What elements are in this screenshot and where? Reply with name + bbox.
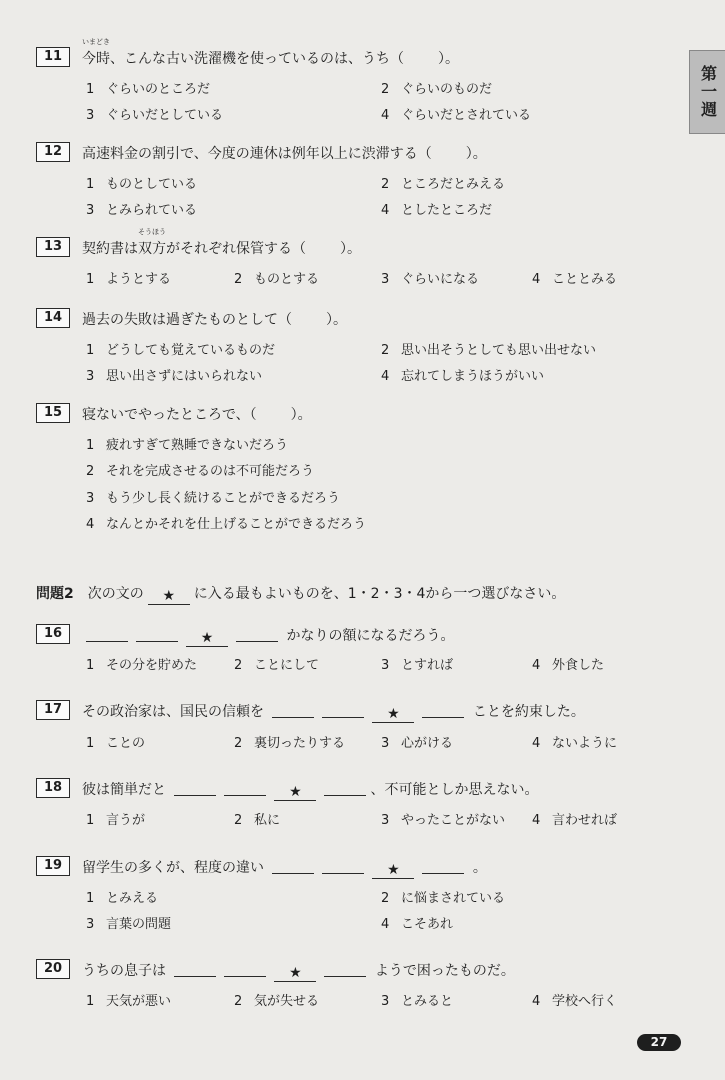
option-4[interactable]: 4 こととみる xyxy=(532,272,618,287)
star-blank[interactable]: ★ xyxy=(186,630,228,647)
blank-1[interactable] xyxy=(174,962,216,977)
option-4[interactable]: 4 なんとかそれを仕上げることができるだろう xyxy=(86,517,367,532)
option-2[interactable]: 2 ところだとみえる xyxy=(381,177,506,192)
option-4[interactable]: 4 ぐらいだとされている xyxy=(381,108,532,123)
question-stem: 留学生の多くが、程度の違い ★ 。 xyxy=(82,860,487,878)
option-3[interactable]: 3 やったことがない xyxy=(381,813,506,828)
option-3[interactable]: 3 もう少し長く続けることができるだろう xyxy=(86,491,341,506)
option-4[interactable]: 4 ないように xyxy=(532,736,618,751)
blank-4[interactable] xyxy=(422,703,464,718)
question-stem: その政治家は、国民の信頼を ★ ことを約束した。 xyxy=(82,704,585,722)
option-1[interactable]: 1 疲れすぎて熟睡できないだろう xyxy=(86,438,289,453)
option-1[interactable]: 1 ものとしている xyxy=(86,177,198,192)
question-number: 17 xyxy=(36,700,70,720)
furigana: そうほう xyxy=(138,228,166,236)
question-stem: ★ かなりの額になるだろう。 xyxy=(82,625,454,647)
option-3[interactable]: 3 思い出さずにはいられない xyxy=(86,369,263,384)
option-3[interactable]: 3 とみられている xyxy=(86,203,198,218)
option-4[interactable]: 4 としたところだ xyxy=(381,203,493,218)
option-2[interactable]: 2 私に xyxy=(234,813,281,828)
star-blank[interactable]: ★ xyxy=(372,706,414,723)
option-2[interactable]: 2 に悩まされている xyxy=(381,891,506,906)
option-4[interactable]: 4 言わせれば xyxy=(532,813,618,828)
question-number: 19 xyxy=(36,856,70,876)
question-stem: 過去の失敗は過ぎたものとして（ ）。 xyxy=(82,312,347,328)
option-1[interactable]: 1 天気が悪い xyxy=(86,994,172,1009)
section-2-instruction: 問題2 次の文の ★ に入る最もよいものを、1・2・3・4から一つ選びなさい。 xyxy=(36,586,566,604)
option-2[interactable]: 2 ことにして xyxy=(234,658,320,673)
question-number: 16 xyxy=(36,624,70,644)
option-2[interactable]: 2 気が失せる xyxy=(234,994,320,1009)
blank-4[interactable] xyxy=(422,859,464,874)
option-1[interactable]: 1 とみえる xyxy=(86,891,159,906)
option-4[interactable]: 4 こそあれ xyxy=(381,917,454,932)
option-3[interactable]: 3 言葉の問題 xyxy=(86,917,172,932)
question-number: 14 xyxy=(36,308,70,328)
blank-1[interactable] xyxy=(272,859,314,874)
option-3[interactable]: 3 ぐらいだとしている xyxy=(86,108,224,123)
option-1[interactable]: 1 ことの xyxy=(86,736,146,751)
blank-2[interactable] xyxy=(136,627,178,642)
question-number: 15 xyxy=(36,403,70,423)
page-number: 27 xyxy=(637,1034,681,1051)
option-3[interactable]: 3 ぐらいになる xyxy=(381,272,480,287)
question-number: 11 xyxy=(36,47,70,67)
star-marker: ★ xyxy=(148,588,190,605)
option-3[interactable]: 3 とみると xyxy=(381,994,454,1009)
option-4[interactable]: 4 外食した xyxy=(532,658,605,673)
question-stem: うちの息子は ★ ようで困ったものだ。 xyxy=(82,963,515,981)
question-number: 20 xyxy=(36,959,70,979)
blank-4[interactable] xyxy=(324,962,366,977)
option-1[interactable]: 1 言うが xyxy=(86,813,146,828)
option-3[interactable]: 3 心がける xyxy=(381,736,454,751)
option-2[interactable]: 2 ぐらいのものだ xyxy=(381,82,493,97)
question-number: 18 xyxy=(36,778,70,798)
blank-4[interactable] xyxy=(324,781,366,796)
option-4[interactable]: 4 学校へ行く xyxy=(532,994,618,1009)
option-2[interactable]: 2 裏切ったりする xyxy=(234,736,346,751)
question-stem: 彼は簡単だと ★ 、不可能としか思えない。 xyxy=(82,782,539,800)
question-stem: 高速料金の割引で、今度の連休は例年以上に渋滞する（ ）。 xyxy=(82,146,487,162)
option-1[interactable]: 1 ようとする xyxy=(86,272,172,287)
option-4[interactable]: 4 忘れてしまうほうがいい xyxy=(381,369,545,384)
question-stem: いまどき 今時、こんな古い洗濯機を使っているのは、うち（ ）。 xyxy=(82,38,459,67)
star-blank[interactable]: ★ xyxy=(274,965,316,982)
question-number: 13 xyxy=(36,237,70,257)
blank-4[interactable] xyxy=(236,627,278,642)
furigana: いまどき xyxy=(82,38,110,46)
question-number: 12 xyxy=(36,142,70,162)
option-1[interactable]: 1 ぐらいのところだ xyxy=(86,82,211,97)
blank-1[interactable] xyxy=(86,627,128,642)
blank-2[interactable] xyxy=(224,962,266,977)
blank-1[interactable] xyxy=(174,781,216,796)
week-tab: 第一週 xyxy=(689,50,725,134)
blank-2[interactable] xyxy=(322,703,364,718)
option-3[interactable]: 3 とすれば xyxy=(381,658,454,673)
option-2[interactable]: 2 ものとする xyxy=(234,272,320,287)
blank-2[interactable] xyxy=(224,781,266,796)
question-stem: 寝ないでやったところで、（ ）。 xyxy=(82,407,312,423)
star-blank[interactable]: ★ xyxy=(274,784,316,801)
star-blank[interactable]: ★ xyxy=(372,862,414,879)
blank-1[interactable] xyxy=(272,703,314,718)
option-1[interactable]: 1 その分を貯めた xyxy=(86,658,198,673)
option-1[interactable]: 1 どうしても覚えているものだ xyxy=(86,343,276,358)
blank-2[interactable] xyxy=(322,859,364,874)
question-stem: 契約書は そうほう 双方がそれぞれ保管する（ ）。 xyxy=(82,228,361,257)
option-2[interactable]: 2 それを完成させるのは不可能だろう xyxy=(86,464,315,479)
option-2[interactable]: 2 思い出そうとしても思い出せない xyxy=(381,343,597,358)
